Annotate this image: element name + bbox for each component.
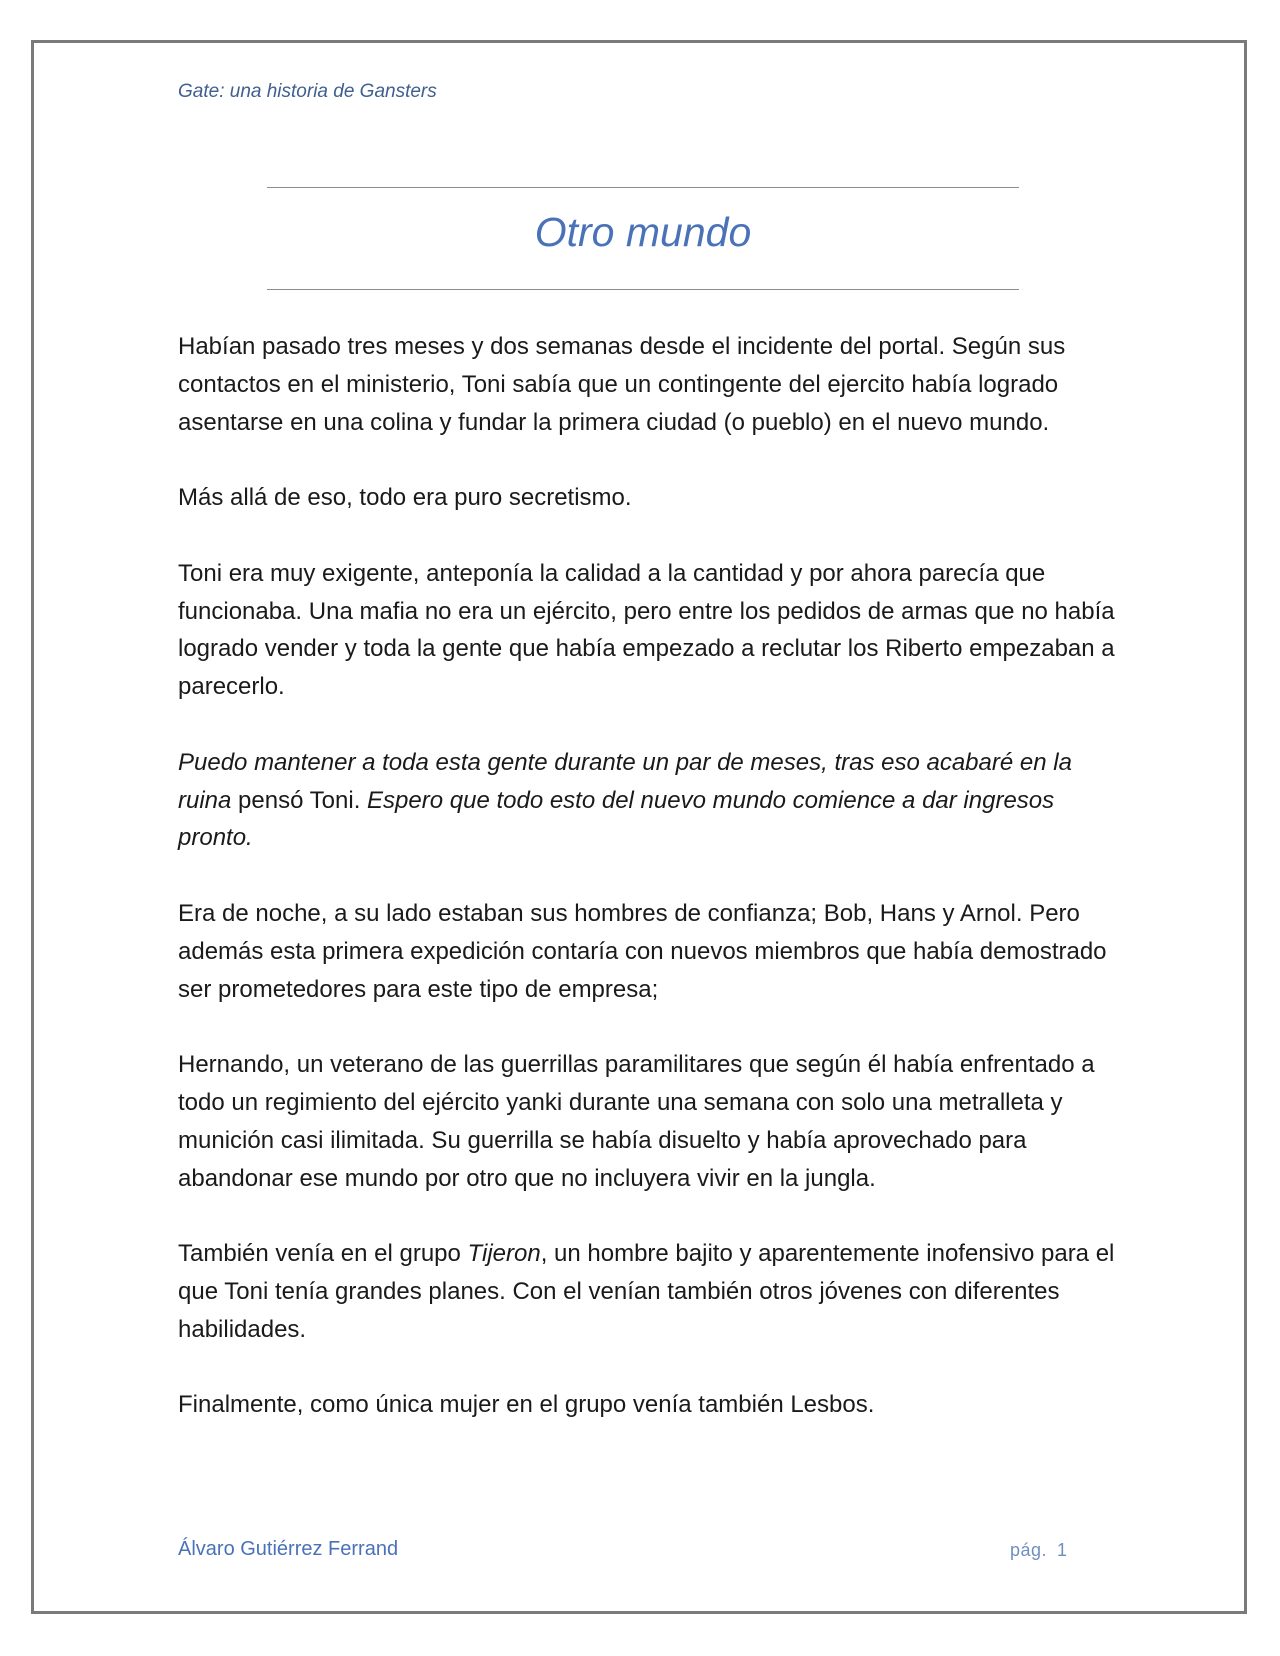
document-page	[31, 40, 1247, 1614]
paragraph-3: Toni era muy exigente, anteponía la calidad a la cantidad y por ahora parecía que funcionaba. Una mafia no era un ejército, pero entre los pedidos de armas que no había logrado vender y toda la gente que había empezado a reclutar los Riberto empezaban a parecerlo.	[178, 559, 1115, 701]
paragraph-4	[178, 744, 1123, 857]
chapter-title: Otro mundo	[534, 209, 752, 255]
footer-page-number	[1010, 1540, 1068, 1561]
character-name-tijeron: Tijeron	[467, 1240, 541, 1268]
p7-before: También venía en el grupo	[178, 1240, 468, 1268]
inner-thought-1: Puedo mantener a toda esta gente durante un par de meses, tras eso acabaré en la ruina	[178, 748, 1072, 814]
page-number: 1	[1057, 1540, 1068, 1560]
narration: pensó Toni.	[231, 786, 368, 814]
page-label: pág.	[1010, 1540, 1048, 1560]
p7-after: , un hombre bajito y aparentemente inofensivo para el que Toni tenía grandes planes. Con el venían también otros jóvenes con diferentes habilidades.	[178, 1240, 1115, 1343]
footer-author: Álvaro Gutiérrez Ferrand	[178, 1538, 399, 1560]
running-header: Gate: una historia de Gansters	[178, 81, 437, 102]
title-top-rule	[267, 187, 1019, 188]
paragraph-6: Hernando, un veterano de las guerrillas paramilitares que según él había enfrentado a todo un regimiento del ejército yanki durante una semana con solo una metralleta y munición casi ilimitada. Su guerrilla se había disuelto y había aprovechado para abandonar ese mundo por otro que no incluyera vivir en la jungla.	[178, 1051, 1095, 1192]
paragraph-7	[178, 1235, 1123, 1348]
paragraph-5: Era de noche, a su lado estaban sus hombres de confianza; Bob, Hans y Arnol. Pero además esta primera expedición contaría con nuevos miembros que había demostrado ser prometedores para este tipo de empresa;	[178, 899, 1107, 1003]
chapter-body	[178, 328, 1123, 1424]
paragraph-1: Habían pasado tres meses y dos semanas desde el incidente del portal. Según sus contactos en el ministerio, Toni sabía que un contingente del ejercito había logrado asentarse en una colina y fundar la primera ciudad (o pueblo) en el nuevo mundo.	[178, 333, 1066, 436]
title-bottom-rule	[267, 289, 1019, 290]
paragraph-8: Finalmente, como única mujer en el grupo venía también Lesbos.	[178, 1391, 875, 1419]
paragraph-2: Más allá de eso, todo era puro secretismo.	[178, 484, 632, 512]
inner-thought-2: Espero que todo esto del nuevo mundo comience a dar ingresos pronto.	[178, 786, 1055, 852]
